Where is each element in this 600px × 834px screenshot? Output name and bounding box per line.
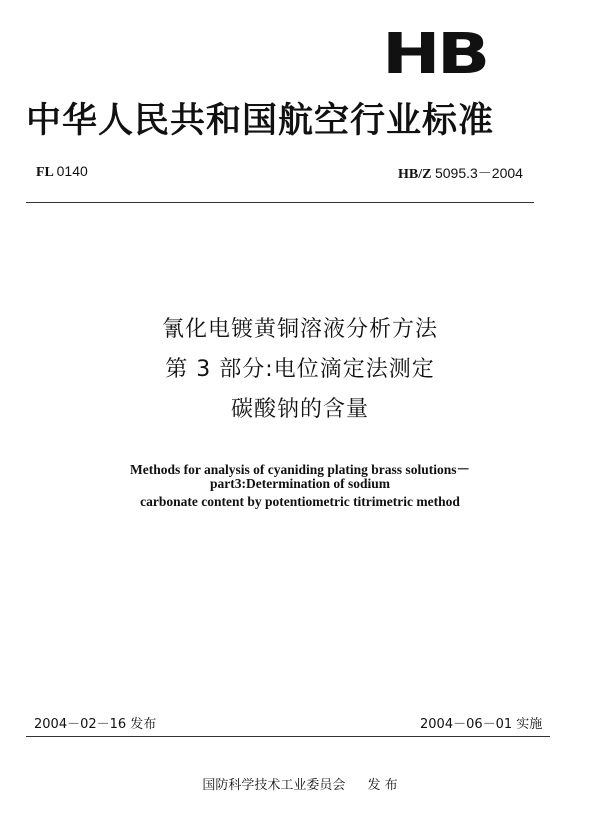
english-title-line-2: part3:Determination of sodium <box>210 476 390 491</box>
english-title-line-3: carbonate content by potentiometric titrimetric method <box>140 494 460 509</box>
chinese-title-line-1: 氰化电镀黄铜溶液分析方法 <box>161 317 438 342</box>
footer-divider <box>26 736 550 737</box>
issuer-name: 国防科学技术工业委员会 <box>202 778 346 793</box>
header-divider <box>26 202 534 203</box>
classification-code <box>36 163 88 181</box>
classification-prefix: FL <box>36 165 54 180</box>
standard-prefix: HB/Z <box>398 167 432 182</box>
issuing-authority <box>0 774 600 793</box>
issuer-action: 发 布 <box>367 778 398 793</box>
chinese-title-line-2: 第 3 部分:电位滴定法测定 <box>165 357 435 382</box>
english-title-line-1: Methods for analysis of cyaniding plating brass solutions－ <box>130 462 470 477</box>
chinese-title-line-3: 碳酸钠的含量 <box>230 397 369 422</box>
standard-number-value: 5095.3－2004 <box>434 165 523 181</box>
issue-date: 2004－02－16 发布 <box>34 717 157 732</box>
standard-number <box>398 163 523 183</box>
hb-logo: HB <box>382 22 487 87</box>
classification-number: 0140 <box>56 163 88 179</box>
standard-category-title: 中华人民共和国航空行业标准 <box>26 101 495 141</box>
effective-date: 2004－06－01 实施 <box>420 717 543 732</box>
